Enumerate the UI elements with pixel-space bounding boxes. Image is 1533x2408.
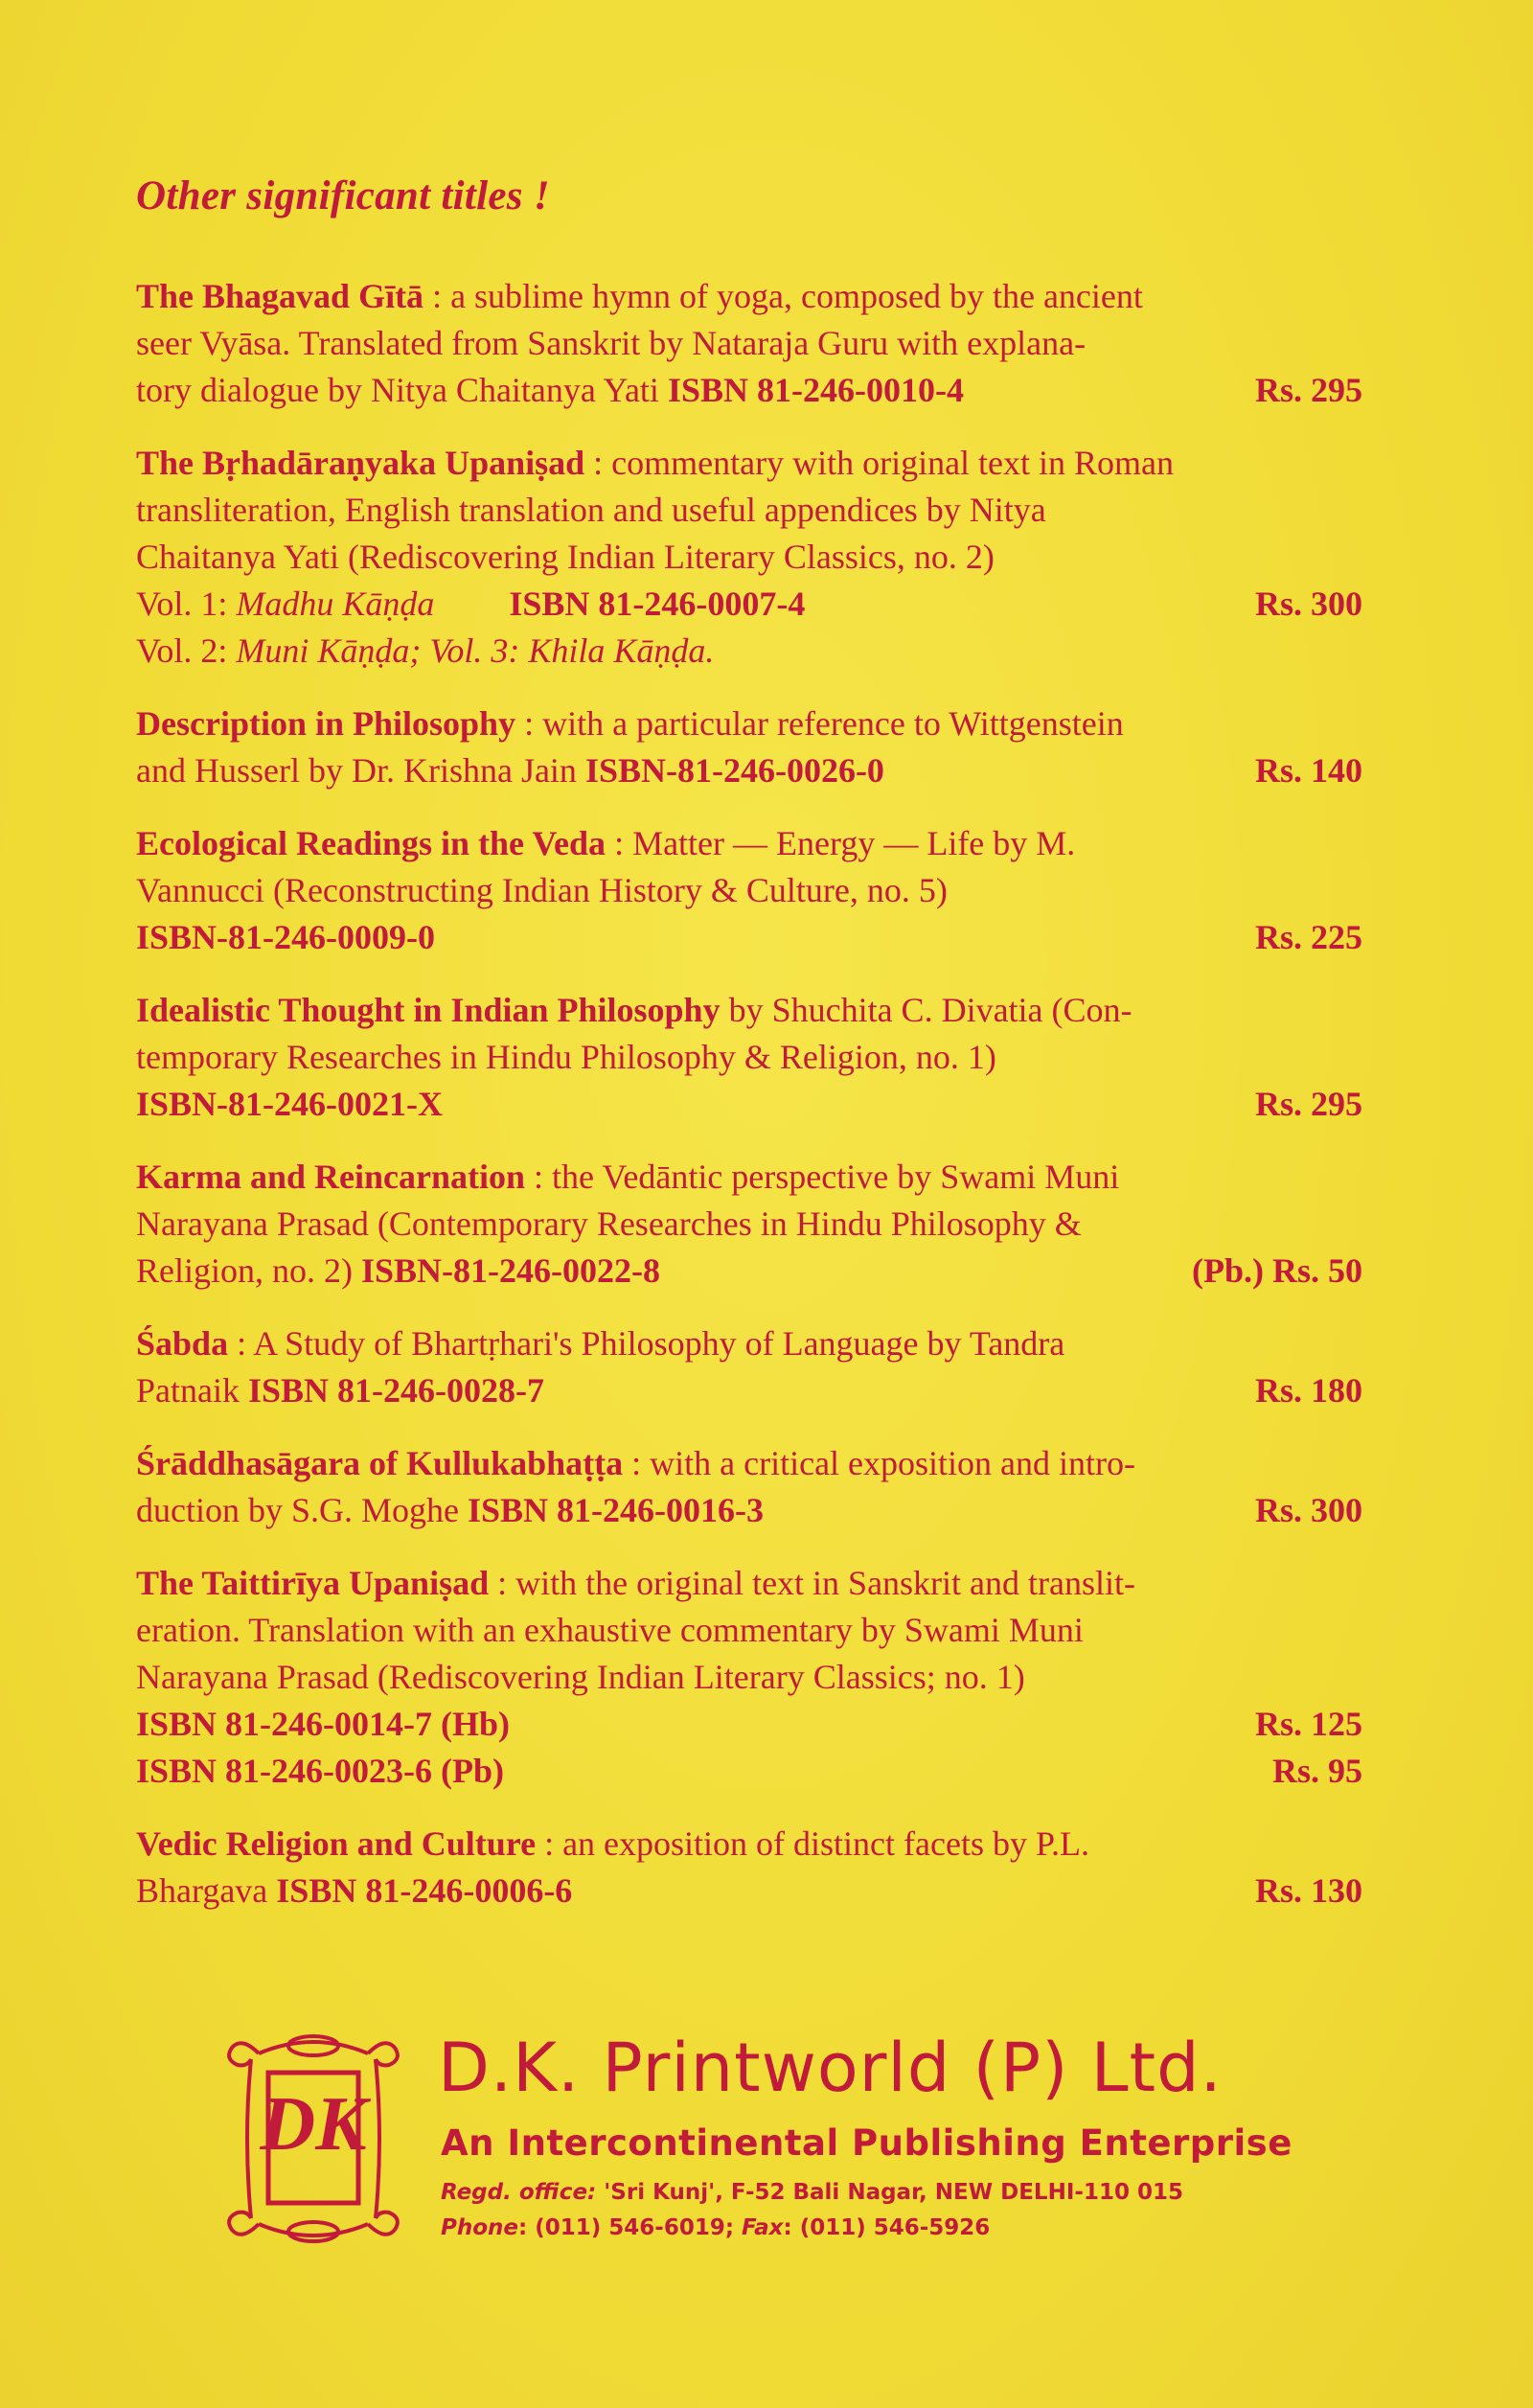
entry-line: [136, 320, 1362, 367]
entry-text: seer Vyāsa. Translated from Sanskrit by Nataraja Guru with explana-: [136, 324, 1087, 362]
title-entry-bhagavad-gita: [136, 273, 1362, 414]
publisher-address: [441, 2180, 1183, 2205]
entry-title: Śrāddhasāgara of Kullukabhaṭṭa: [136, 1444, 624, 1482]
entry-text: : commentary with original text in Roman: [584, 444, 1175, 482]
volume-name: Muni Kāṇḍa; Vol. 3: Khila Kāṇḍa.: [236, 631, 715, 670]
entry-line: [136, 1821, 1362, 1868]
entry-text: : with a particular reference to Wittgenstein: [515, 704, 1124, 743]
title-entry-sabda: [136, 1320, 1362, 1414]
entry-line: [136, 1248, 1362, 1295]
entry-line: [136, 987, 1362, 1034]
price: Rs. 295: [1254, 371, 1362, 409]
entry-text: transliteration, English translation and useful appendices by Nitya: [136, 491, 1046, 529]
publisher-footer: [222, 2027, 1353, 2257]
entry-title: The Bṛhadāraṇyaka Upaniṣad: [136, 444, 585, 482]
price: Rs. 140: [1254, 751, 1362, 790]
price: Rs. 130: [1254, 1871, 1362, 1910]
entry-line: [136, 1487, 1362, 1534]
entry-text: Vannucci (Reconstructing Indian History & Culture, no. 5): [136, 871, 948, 909]
price: Rs. 225: [1254, 918, 1362, 956]
book-back-cover: [136, 172, 1362, 1940]
entry-title: The Taittirīya Upaniṣad: [136, 1564, 490, 1602]
entry-text: Religion, no. 2): [136, 1251, 361, 1290]
entry-line: [136, 487, 1362, 534]
entry-title: Description in Philosophy: [136, 704, 516, 743]
publisher-logo: [222, 2027, 404, 2247]
isbn: ISBN-81-246-0021-X: [136, 1085, 443, 1123]
entry-line: [136, 1701, 1362, 1748]
entry-text: Vol. 1:: [136, 585, 237, 623]
isbn: ISBN-81-246-0022-8: [360, 1251, 660, 1290]
fax-text: : (011) 546-5926: [783, 2215, 991, 2240]
entry-title: Karma and Reincarnation: [136, 1158, 526, 1196]
entry-text: : an exposition of distinct facets by P.L.: [536, 1824, 1089, 1863]
entry-line: [136, 700, 1362, 747]
entry-text: Chaitanya Yati (Rediscovering Indian Literary Classics, no. 2): [136, 538, 995, 576]
entry-text: Narayana Prasad (Contemporary Researches in Hindu Philosophy &: [136, 1204, 1082, 1243]
entry-title: Vedic Religion and Culture: [136, 1824, 537, 1863]
entry-line: [136, 1560, 1362, 1607]
isbn: ISBN 81-246-0007-4: [509, 585, 806, 623]
address-text: 'Sri Kunj', F-52 Bali Nagar, NEW DELHI-110 015: [596, 2180, 1183, 2205]
isbn: ISBN 81-246-0028-7: [247, 1371, 544, 1410]
entry-line: [136, 581, 1362, 628]
entry-title: The Bhagavad Gītā: [136, 277, 424, 315]
title-entry-ecological-readings: [136, 820, 1362, 961]
entry-text: : with the original text in Sanskrit and translit-: [489, 1564, 1136, 1602]
price: Rs. 95: [1271, 1752, 1362, 1790]
publisher-contact: [441, 2215, 990, 2240]
price: Rs. 300: [1254, 585, 1362, 623]
isbn: ISBN 81-246-0014-7 (Hb): [136, 1705, 511, 1743]
entry-text: : with a critical exposition and intro-: [623, 1444, 1136, 1482]
title-entry-vedic-religion: [136, 1821, 1362, 1915]
phone-label: Phone: [441, 2215, 519, 2240]
publisher-name: D.K. Printworld (P) Ltd.: [438, 2029, 1223, 2107]
entry-line: [136, 747, 1362, 794]
entry-line: [136, 1868, 1362, 1915]
entry-line: [136, 1367, 1362, 1414]
entry-line: [136, 273, 1362, 320]
price: Rs. 300: [1254, 1491, 1362, 1529]
entry-line: [136, 1440, 1362, 1487]
entry-text: : a sublime hymn of yoga, composed by the ancient: [423, 277, 1143, 315]
entry-line: [136, 1320, 1362, 1367]
entry-line: [136, 628, 1362, 675]
phone-text: : (011) 546-6019;: [518, 2215, 743, 2240]
isbn: ISBN-81-246-0026-0: [584, 751, 884, 790]
entry-text: temporary Researches in Hindu Philosophy & Religion, no. 1): [136, 1038, 996, 1076]
entry-line: [136, 1654, 1362, 1701]
entry-line: [136, 534, 1362, 581]
entry-line: [136, 367, 1362, 414]
title-entry-taittiriya-upanisad: [136, 1560, 1362, 1795]
volume-name: Madhu Kāṇḍa: [236, 585, 435, 623]
entry-line: [136, 820, 1362, 867]
entry-title: Śabda: [136, 1324, 229, 1363]
isbn: ISBN 81-246-0010-4: [667, 371, 964, 409]
isbn: ISBN-81-246-0009-0: [136, 918, 435, 956]
title-entry-idealistic-thought: [136, 987, 1362, 1128]
entry-text: Vol. 2:: [136, 631, 237, 670]
entry-text: : A Study of Bhartṛhari's Philosophy of Language by Tandra: [228, 1324, 1065, 1363]
entry-text: : Matter — Energy — Life by M.: [606, 824, 1076, 862]
entry-text: and Husserl by Dr. Krishna Jain: [136, 751, 585, 790]
isbn: ISBN 81-246-0006-6: [276, 1871, 573, 1910]
entry-text: Patnaik: [136, 1371, 248, 1410]
price: Rs. 180: [1254, 1371, 1362, 1410]
section-heading: Other significant titles !: [136, 173, 550, 218]
title-entry-sraddhasagara: [136, 1440, 1362, 1534]
address-label: Regd. office:: [441, 2180, 597, 2205]
entry-line: [136, 1154, 1362, 1201]
entry-text: : the Vedāntic perspective by Swami Muni: [525, 1158, 1120, 1196]
entry-line: [136, 914, 1362, 961]
fax-label: Fax: [742, 2215, 784, 2240]
price: Rs. 295: [1254, 1085, 1362, 1123]
entry-text: Bhargava: [136, 1871, 277, 1910]
title-entry-karma-and-reincarnation: [136, 1154, 1362, 1295]
price: (Pb.) Rs. 50: [1192, 1251, 1362, 1290]
entry-line: [136, 1748, 1362, 1795]
publisher-tagline: An Intercontinental Publishing Enterprise: [441, 2122, 1293, 2164]
title-entry-description-in-philosophy: [136, 700, 1362, 794]
entry-line: [136, 1607, 1362, 1654]
entry-line: [136, 1034, 1362, 1081]
price: Rs. 125: [1254, 1705, 1362, 1743]
entry-text: eration. Translation with an exhaustive commentary by Swami Muni: [136, 1611, 1084, 1649]
entry-text: by Shuchita C. Divatia (Con-: [720, 991, 1133, 1029]
entry-title: Idealistic Thought in Indian Philosophy: [136, 991, 721, 1029]
entry-text: Narayana Prasad (Rediscovering Indian Literary Classics; no. 1): [136, 1658, 1025, 1696]
isbn: ISBN 81-246-0023-6 (Pb): [136, 1752, 504, 1790]
entry-text: duction by S.G. Moghe: [136, 1491, 468, 1529]
title-entry-brhadaranyaka: [136, 440, 1362, 675]
entry-line: [136, 440, 1362, 487]
logo-monogram: DK: [260, 2082, 367, 2167]
entry-line: [136, 1201, 1362, 1248]
entry-title: Ecological Readings in the Veda: [136, 824, 606, 862]
entry-line: [136, 1081, 1362, 1128]
entry-text: tory dialogue by Nitya Chaitanya Yati: [136, 371, 668, 409]
entry-line: [136, 867, 1362, 914]
isbn: ISBN 81-246-0016-3: [468, 1491, 765, 1529]
